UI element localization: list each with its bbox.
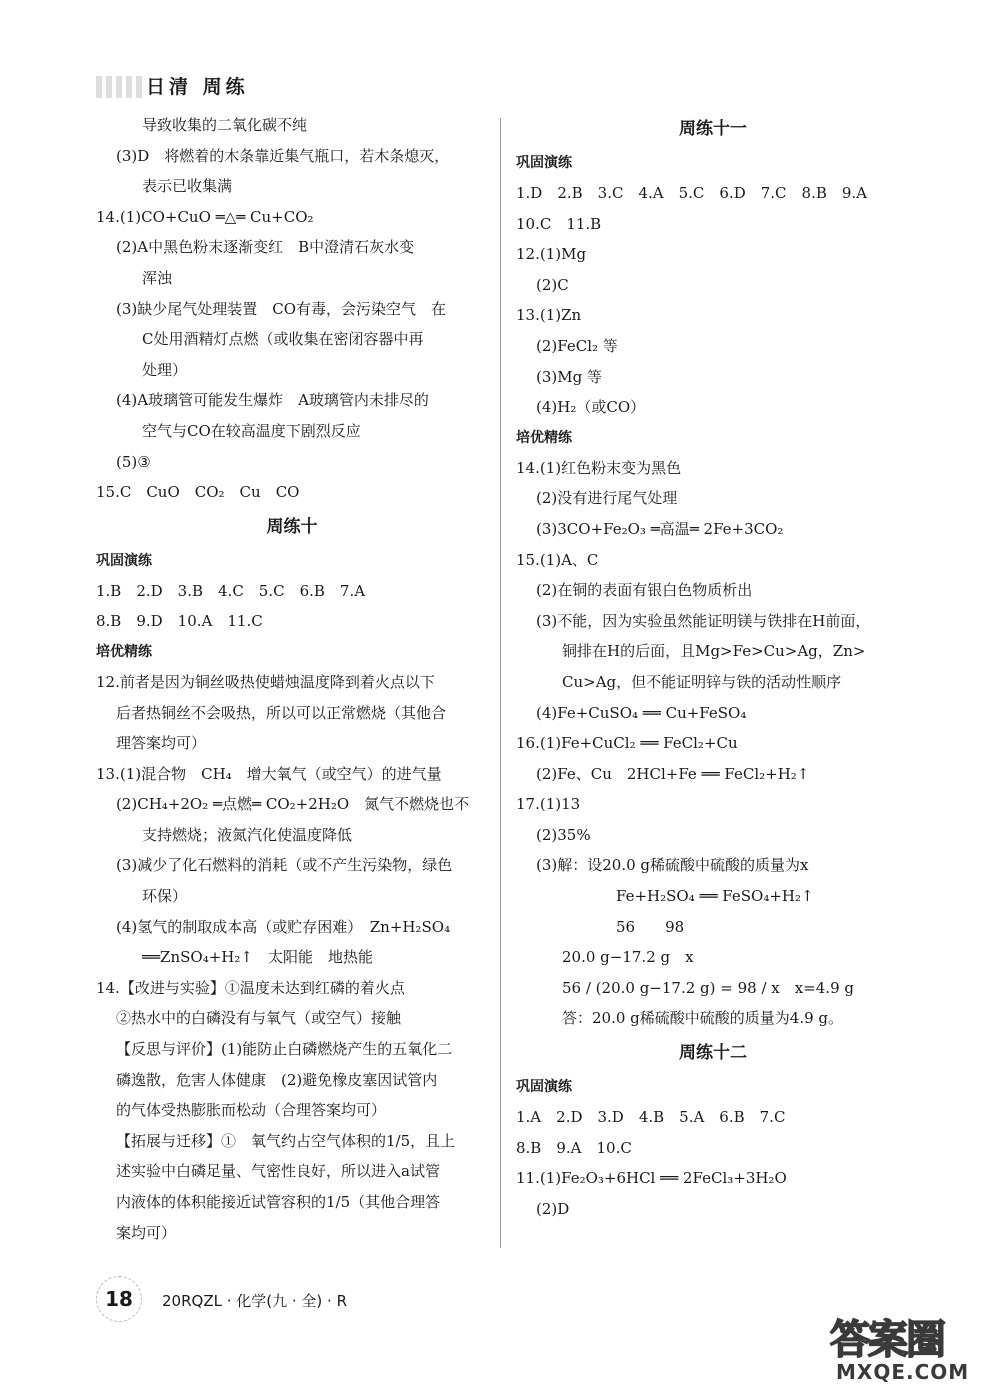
- answer-line: (3)3CO+Fe₂O₃ ═高温═ 2Fe+3CO₂: [536, 519, 784, 538]
- answer-line: (2)在铜的表面有银白色物质析出: [536, 581, 753, 600]
- answer-line: (3)Mg 等: [536, 367, 602, 386]
- answer-line: 17.(1)13: [516, 795, 581, 814]
- answer-line: 1.D 2.B 3.C 4.A 5.C 6.D 7.C 8.B 9.A: [516, 184, 867, 202]
- answer-line: 【反思与评价】(1)能防止白磷燃烧产生的五氧化二: [116, 1040, 453, 1059]
- book-code: 20RQZL · 化学(九 · 全) · R: [162, 1292, 347, 1310]
- subsection-label: 培优精练: [96, 643, 152, 660]
- answer-line: Cu>Ag，但不能证明锌与铁的活动性顺序: [562, 672, 842, 691]
- answer-line: 表示已收集满: [142, 177, 233, 196]
- answer-line: 后者热铜丝不会吸热，所以可以正常燃烧（其他合: [116, 703, 447, 722]
- answer-line: 的气体受热膨胀而松动（合理答案均可）: [116, 1101, 387, 1120]
- answer-line: 理答案均可）: [116, 734, 207, 753]
- answer-line: 56 98: [616, 917, 685, 936]
- answer-line: 8.B 9.A 10.C: [516, 1138, 632, 1157]
- answer-line: 1.B 2.D 3.B 4.C 5.C 6.B 7.A: [96, 581, 366, 600]
- watermark-logo-text: 答案圈: [830, 1317, 944, 1363]
- answer-line: (2)C: [536, 275, 569, 294]
- section-heading: 周练十一: [679, 119, 747, 139]
- answer-line: (4)Fe+CuSO₄ ══ Cu+FeSO₄: [536, 703, 747, 722]
- answer-line: (2)A中黑色粉末逐渐变红 B中澄清石灰水变: [116, 238, 415, 257]
- page-number: 18: [96, 1276, 142, 1322]
- answer-line: 支持燃烧；液氮汽化使温度降低: [142, 825, 353, 844]
- subsection-label: 巩固演练: [516, 1079, 572, 1096]
- answer-line: (3)不能，因为实验虽然能证明镁与铁排在H前面，: [536, 611, 871, 630]
- answer-line: 13.(1)混合物 CH₄ 增大氧气（或空气）的进气量: [96, 764, 442, 783]
- answer-line: 16.(1)Fe+CuCl₂ ══ FeCl₂+Cu: [516, 734, 738, 753]
- answer-line: ══ZnSO₄+H₂↑ 太阳能 地热能: [142, 948, 373, 967]
- answer-line: 答：20.0 g稀硫酸中硫酸的质量为4.9 g。: [562, 1009, 843, 1028]
- answer-line: (3)缺少尾气处理装置 CO有毒，会污染空气 在: [116, 299, 447, 318]
- answer-line: (3)减少了化石燃料的消耗（或不产生污染物，绿色: [116, 856, 453, 875]
- answer-line: 13.(1)Zn: [516, 306, 582, 325]
- answer-line: 1.A 2.D 3.D 4.B 5.A 6.B 7.C: [516, 1108, 786, 1127]
- answer-line: 导致收集的二氧化碳不纯: [142, 116, 308, 134]
- answer-line: 空气与CO在较高温度下剧烈反应: [142, 421, 361, 440]
- answer-line: 11.(1)Fe₂O₃+6HCl ══ 2FeCl₃+3H₂O: [516, 1169, 787, 1188]
- answer-line: (2)没有进行尾气处理: [536, 489, 678, 508]
- answer-line: 10.C 11.B: [516, 214, 602, 233]
- answer-line: 12.前者是因为铜丝吸热使蜡烛温度降到着火点以下: [96, 672, 435, 691]
- answer-line: ②热水中的白磷没有与氧气（或空气）接触: [116, 1009, 402, 1028]
- answer-line: 14.(1)红色粉末变为黑色: [516, 458, 682, 477]
- answer-line: (5)③: [116, 452, 151, 471]
- answer-line: 12.(1)Mg: [516, 245, 587, 264]
- section-heading: 周练十二: [679, 1043, 747, 1064]
- answer-line: Fe+H₂SO₄ ══ FeSO₄+H₂↑: [616, 887, 814, 906]
- answer-line: 磷逸散，危害人体健康 (2)避免橡皮塞因试管内: [116, 1070, 438, 1089]
- right-column: [516, 110, 910, 1224]
- subsection-label: 巩固演练: [516, 155, 572, 171]
- answer-line: 【拓展与迁移】① 氧气约占空气体积的1/5，且上: [116, 1131, 456, 1150]
- answer-line: (2)CH₄+2O₂ ═点燃═ CO₂+2H₂O 氮气不燃烧也不: [116, 795, 470, 814]
- watermark-logo: [828, 1306, 993, 1388]
- answer-line: (2)35%: [536, 825, 591, 844]
- subsection-label: 培优精练: [516, 429, 572, 446]
- answer-line: 述实验中白磷足量、气密性良好，所以进入a试管: [116, 1162, 440, 1181]
- answer-line: 20.0 g−17.2 g x: [562, 948, 694, 967]
- subsection-label: 巩固演练: [96, 552, 152, 569]
- watermark-url-text: MXQE.COM: [836, 1360, 970, 1384]
- answer-line: (2)Fe、Cu 2HCl+Fe ══ FeCl₂+H₂↑: [536, 764, 810, 783]
- answer-line: (4)H₂（或CO）: [536, 398, 646, 417]
- section-heading: 周练十: [266, 516, 318, 537]
- answer-line: 浑浊: [142, 268, 173, 287]
- answer-line: 15.(1)A、C: [516, 550, 599, 569]
- answer-line: 铜排在H的后面，且Mg>Fe>Cu>Ag，Zn>: [562, 642, 866, 661]
- answer-line: 56 / (20.0 g−17.2 g) = 98 / x x=4.9 g: [562, 978, 854, 997]
- answer-line: 14.(1)CO+CuO ═△═ Cu+CO₂: [96, 207, 314, 226]
- answer-line: (4)氢气的制取成本高（或贮存困难） Zn+H₂SO₄: [116, 917, 451, 936]
- answer-line: 环保）: [142, 887, 188, 906]
- answer-line: (2)D: [536, 1199, 570, 1218]
- answer-line: (3)D 将燃着的木条靠近集气瓶口，若木条熄灭，: [116, 146, 450, 165]
- left-column: [96, 110, 488, 1248]
- answer-line: (3)解：设20.0 g稀硫酸中硫酸的质量为x: [536, 856, 809, 875]
- answer-line: C处用酒精灯点燃（或收集在密闭容器中再: [142, 330, 424, 349]
- answer-line: 案均可）: [116, 1223, 177, 1242]
- answer-line: 内液体的体积能接近试管容积的1/5（其他合理答: [116, 1193, 441, 1211]
- answer-line: 处理）: [142, 360, 188, 379]
- header-title: 日清 周练: [146, 76, 249, 98]
- header-decoration: [96, 76, 146, 98]
- answer-line: (2)FeCl₂ 等: [536, 336, 618, 355]
- answer-line: 14.【改进与实验】①温度未达到红磷的着火点: [96, 978, 405, 997]
- answer-line: 15.C CuO CO₂ Cu CO: [96, 483, 300, 502]
- column-divider: [500, 118, 501, 1248]
- answer-line: (4)A玻璃管可能发生爆炸 A玻璃管内未排尽的: [116, 391, 429, 410]
- answer-line: 8.B 9.D 10.A 11.C: [96, 612, 263, 631]
